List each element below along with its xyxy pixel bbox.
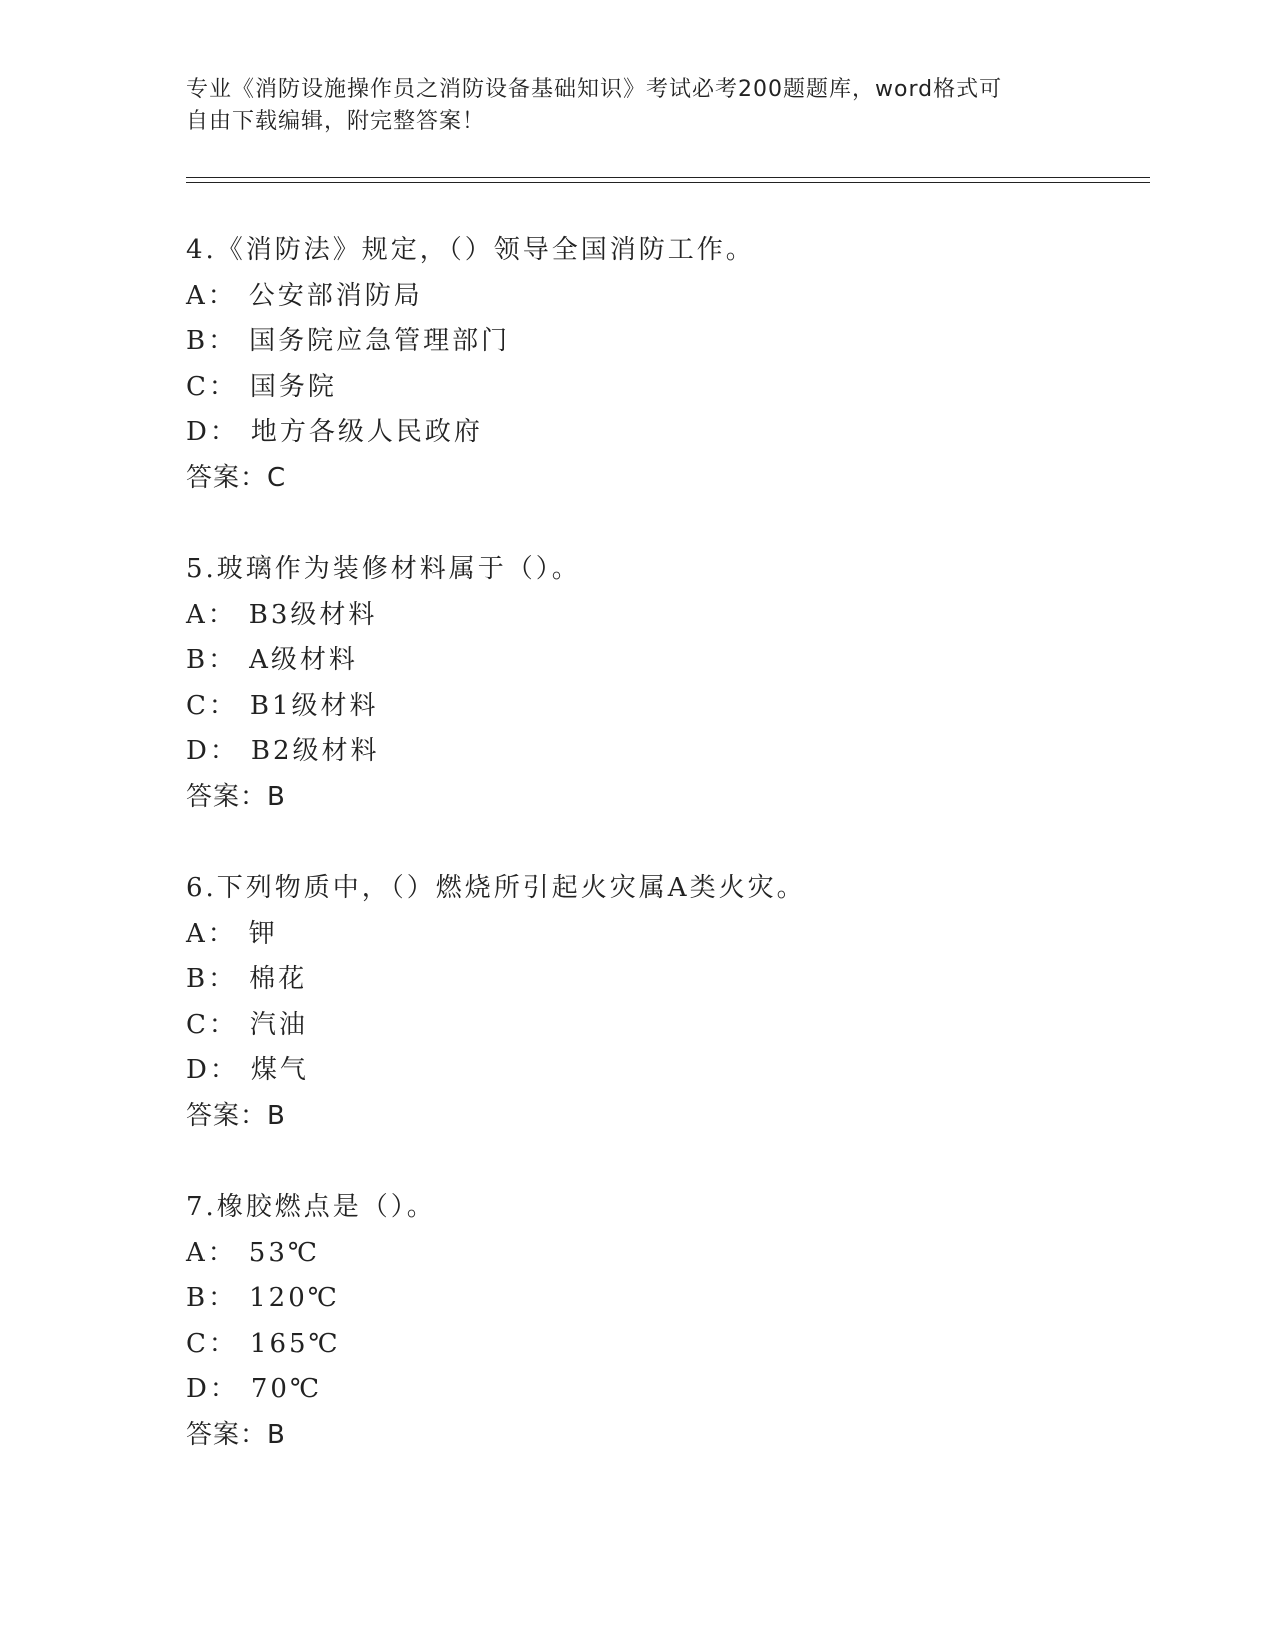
option-text: 国务院应急管理部门 — [249, 326, 511, 356]
option-row — [186, 1231, 1146, 1277]
option-key: A： — [186, 599, 237, 630]
option-row — [186, 1367, 1146, 1413]
option-key: A： — [186, 1237, 237, 1268]
option-key: D： — [186, 1374, 239, 1404]
option-key: B： — [186, 1283, 238, 1313]
option-key: A： — [186, 280, 237, 311]
question-item — [186, 1185, 1146, 1458]
question-stem: 7.橡胶燃点是（）。 — [186, 1192, 436, 1222]
option-row — [186, 729, 1146, 775]
answer-line: 答案：B — [186, 1100, 286, 1131]
option-text: B2级材料 — [250, 736, 380, 766]
option-text: 国务院 — [249, 371, 337, 402]
option-key: B： — [186, 645, 238, 675]
option-text: 地方各级人民政府 — [250, 417, 483, 447]
question-stem: 6.下列物质中，（）燃烧所引起火灾属A类火灾。 — [186, 873, 806, 903]
header-divider-top — [186, 177, 1150, 178]
option-key: A： — [186, 918, 237, 949]
header-line-1: 专业《消防设施操作员之消防设备基础知识》考试必考200题题库，word格式可 — [186, 77, 1003, 102]
header-divider-bottom — [186, 182, 1150, 183]
answer-line: 答案：C — [186, 462, 287, 493]
option-text: 120℃ — [249, 1283, 340, 1313]
answer-line: 答案：B — [186, 781, 286, 812]
option-row — [186, 957, 1146, 1003]
option-key: D： — [186, 1055, 239, 1085]
question-stem: 4.《消防法》规定，（）领导全国消防工作。 — [186, 235, 755, 265]
option-text: 钾 — [248, 918, 278, 949]
option-row — [186, 410, 1146, 456]
option-row — [186, 1048, 1146, 1094]
option-text: 汽油 — [249, 1009, 308, 1040]
option-row — [186, 912, 1146, 958]
option-text: 棉花 — [249, 964, 308, 994]
question-list — [186, 228, 1146, 1504]
option-key: C： — [186, 690, 238, 721]
option-row — [186, 365, 1146, 411]
question-item — [186, 866, 1146, 1139]
option-text: 70℃ — [250, 1374, 323, 1404]
option-row — [186, 274, 1146, 320]
option-text: 165℃ — [249, 1328, 341, 1359]
option-row — [186, 1276, 1146, 1322]
option-key: B： — [186, 964, 238, 994]
option-key: B： — [186, 326, 238, 356]
answer-line: 答案：B — [186, 1419, 286, 1450]
question-item — [186, 228, 1146, 501]
question-item — [186, 547, 1146, 820]
option-text: 公安部消防局 — [248, 280, 423, 311]
option-text: A级材料 — [249, 645, 358, 675]
option-key: C： — [186, 1009, 238, 1040]
option-key: D： — [186, 736, 239, 766]
question-stem: 5.玻璃作为装修材料属于（）。 — [186, 554, 581, 584]
option-text: 53℃ — [248, 1237, 320, 1268]
document-header — [186, 74, 1066, 138]
option-text: B1级材料 — [249, 690, 379, 721]
option-row — [186, 1003, 1146, 1049]
option-text: 煤气 — [250, 1055, 309, 1085]
header-line-2: 自由下载编辑，附完整答案！ — [186, 109, 486, 134]
option-row — [186, 1322, 1146, 1368]
option-row — [186, 684, 1146, 730]
option-key: D： — [186, 417, 239, 447]
option-row — [186, 638, 1146, 684]
option-text: B3级材料 — [248, 599, 378, 630]
option-row — [186, 319, 1146, 365]
option-key: C： — [186, 1328, 238, 1359]
option-row — [186, 593, 1146, 639]
option-key: C： — [186, 371, 238, 402]
